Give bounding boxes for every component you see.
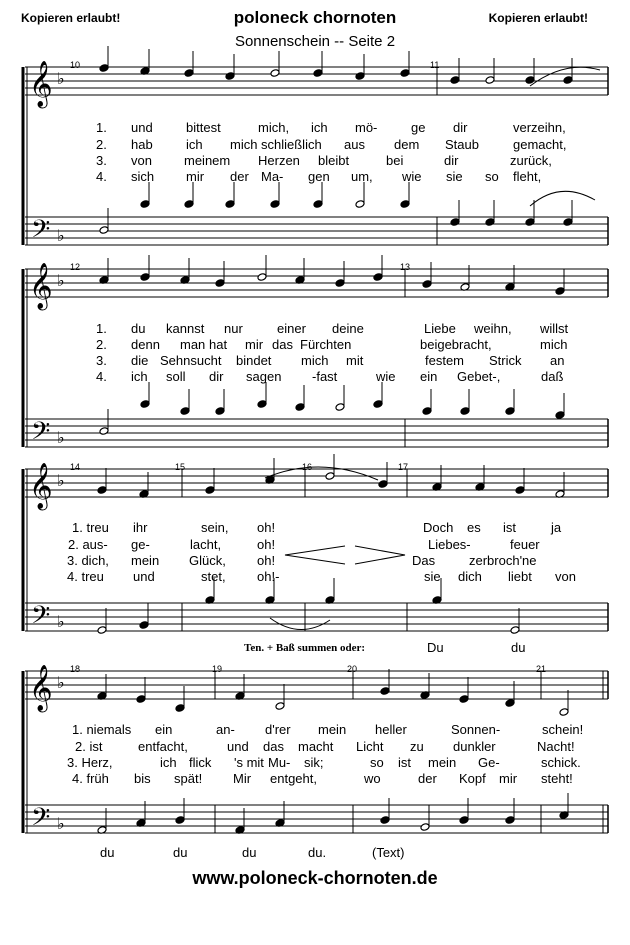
lyric-syllable: mir: [186, 169, 205, 184]
lyric-syllable: Sonnen-: [451, 722, 501, 737]
lyric-syllable: wie: [402, 169, 422, 184]
lyric-syllable: bleibt: [318, 153, 350, 168]
note-head: [215, 279, 225, 288]
lyric-syllable: und: [133, 569, 155, 584]
note-head: [313, 69, 323, 78]
lyric-syllable: zu: [410, 739, 424, 754]
lyric-syllable: und: [227, 739, 249, 754]
copy-permission-left: Kopieren erlaubt!: [21, 11, 121, 25]
lyric-syllable: steht!: [541, 771, 573, 786]
lyric-syllable: spät!: [174, 771, 203, 786]
lyric-syllable: ge: [411, 120, 426, 135]
treble-clef-icon: 𝄞: [29, 61, 53, 107]
lyric-syllable: dem: [394, 137, 420, 152]
lyric-syllable: Licht: [356, 739, 384, 754]
lyric-syllable: es: [467, 520, 481, 535]
note-head: [99, 427, 109, 436]
note-head: [140, 200, 150, 209]
note-head: [373, 400, 383, 409]
lyric-syllable: heller: [375, 722, 407, 737]
note-head: [378, 480, 388, 489]
lyric-syllable: deine: [332, 321, 364, 336]
bass-clef-icon: 𝄢: [31, 803, 51, 838]
lyric-syllable: ich: [160, 755, 177, 770]
bass-syllable: du: [100, 845, 115, 860]
measure-number: 17: [398, 462, 409, 472]
lyric-syllable: Herzen: [258, 153, 300, 168]
note-head: [450, 76, 460, 85]
lyric-syllable: Liebe: [424, 321, 456, 336]
lyric-syllable: 3.: [96, 153, 107, 168]
note-head: [175, 816, 185, 825]
note-head: [275, 702, 285, 711]
note-head: [400, 69, 410, 78]
bass-syllable: du: [242, 845, 257, 860]
lyric-syllable: an: [550, 353, 565, 368]
note-head: [99, 64, 109, 73]
lyric-syllable: der: [418, 771, 437, 786]
lyric-syllable: sagen: [246, 369, 282, 384]
note-head: [257, 273, 267, 282]
lyric-syllable: liebt: [508, 569, 532, 584]
lyric-syllable: 1.: [96, 120, 107, 135]
lyric-syllable: mit: [346, 353, 364, 368]
lyric-syllable: Fürchten: [300, 337, 352, 352]
note-head: [140, 400, 150, 409]
lyric-syllable: fleht,: [513, 169, 542, 184]
tie-arc: [530, 191, 595, 206]
lyric-syllable: verzeihn,: [513, 120, 566, 135]
lyric-syllable: hab: [131, 137, 153, 152]
lyric-syllable: ist: [503, 520, 516, 535]
lyric-syllable: bei: [386, 153, 404, 168]
lyric-syllable: 2.: [96, 337, 107, 352]
lyric-syllable: oh!: [257, 520, 276, 535]
note-head: [97, 486, 107, 495]
lyric-syllable: macht: [298, 739, 334, 754]
lyric-syllable: dir: [453, 120, 468, 135]
lyric-syllable: sie: [424, 569, 441, 584]
measure-number: 14: [70, 462, 81, 472]
treble-clef-icon: 𝄞: [29, 263, 53, 309]
lyric-syllable: 4. treu: [67, 569, 104, 584]
lyric-syllable: mö-: [355, 120, 378, 135]
lyric-syllable: 4.: [96, 169, 107, 184]
lyric-syllable: bindet: [236, 353, 272, 368]
page-title: poloneck chornoten: [233, 8, 397, 27]
note-head: [422, 280, 432, 289]
note-head: [335, 403, 345, 412]
lyric-syllable: Doch: [423, 520, 454, 535]
lyric-syllable: hat: [209, 337, 228, 352]
flat-key-icon: ♭: [57, 471, 65, 490]
lyric-syllable: oh!: [257, 537, 276, 552]
lyric-syllable: dich: [458, 569, 482, 584]
bass-syllable: du.: [308, 845, 327, 860]
note-head: [215, 407, 225, 416]
lyric-syllable: und: [131, 120, 153, 135]
lyric-syllable: oh!-: [257, 569, 280, 584]
lyric-syllable: du: [131, 321, 146, 336]
treble-clef-icon: 𝄞: [29, 463, 53, 509]
lyric-syllable: feuer: [510, 537, 540, 552]
note-head: [505, 816, 515, 825]
flat-key-icon: ♭: [57, 428, 65, 447]
lyric-syllable: ge-: [131, 537, 150, 552]
lyric-syllable: Das: [412, 553, 436, 568]
note-head: [505, 699, 515, 708]
flat-key-icon: ♭: [57, 814, 65, 833]
measure-number: 19: [212, 664, 223, 674]
measure-number: 20: [347, 664, 358, 674]
note-head: [563, 76, 573, 85]
lyric-syllable: sich: [131, 169, 155, 184]
lyric-syllable: Strick: [489, 353, 522, 368]
note-head: [422, 407, 432, 416]
lyric-syllable: einer: [277, 321, 306, 336]
note-head: [295, 403, 305, 412]
note-head: [97, 626, 107, 635]
lyric-syllable: die: [131, 353, 149, 368]
lyric-syllable: aus: [344, 137, 365, 152]
lyric-syllable: schein!: [542, 722, 584, 737]
note-head: [515, 486, 525, 495]
copy-permission-right: Kopieren erlaubt!: [488, 11, 588, 25]
bass-syllable: du: [173, 845, 188, 860]
note-head: [555, 411, 565, 420]
note-head: [313, 200, 323, 209]
flat-key-icon: ♭: [57, 226, 65, 245]
lyric-syllable: mein: [318, 722, 347, 737]
lyric-syllable: 2. ist: [75, 739, 103, 754]
lyric-syllable: Sehnsucht: [160, 353, 222, 368]
lyric-syllable: entfacht,: [138, 739, 188, 754]
measure-number: 11: [430, 60, 440, 70]
lyric-syllable: bis: [134, 771, 151, 786]
lyric-syllable: Staub: [445, 137, 479, 152]
note-head: [270, 200, 280, 209]
measure-number: 13: [400, 262, 411, 272]
lyric-syllable: wie: [376, 369, 396, 384]
bass-clef-icon: 𝄢: [31, 601, 51, 636]
note-head: [563, 218, 573, 227]
lyric-syllable: gemacht,: [513, 137, 567, 152]
lyric-syllable: 2. aus-: [68, 537, 108, 552]
note-head: [373, 273, 383, 282]
note-head: [136, 695, 146, 704]
note-head: [400, 200, 410, 209]
lyric-syllable: ein: [155, 722, 173, 737]
lyric-syllable: kannst: [166, 321, 205, 336]
flat-key-icon: ♭: [57, 673, 65, 692]
lyric-syllable: daß: [541, 369, 564, 384]
bass-syllable: (Text): [372, 845, 405, 860]
note-head: [505, 407, 515, 416]
lyric-syllable: Mu-: [268, 755, 291, 770]
lyric-syllable: lacht,: [190, 537, 222, 552]
lyric-syllable: soll: [166, 369, 186, 384]
decrescendo-hairpin: [355, 546, 405, 564]
note-head: [485, 218, 495, 227]
lyric-syllable: man: [180, 337, 206, 352]
note-head: [184, 69, 194, 78]
lyric-syllable: mich,: [258, 120, 290, 135]
lyric-syllable: so: [370, 755, 384, 770]
note-head: [335, 279, 345, 288]
note-head: [140, 273, 150, 282]
lyric-syllable: 4. früh: [72, 771, 109, 786]
lyric-syllable: 1. niemals: [72, 722, 132, 737]
lyric-syllable: Glück,: [189, 553, 226, 568]
lyric-syllable: mich: [540, 337, 568, 352]
lyric-syllable: entgeht,: [270, 771, 317, 786]
note-head: [450, 218, 460, 227]
lyric-syllable: schick.: [541, 755, 581, 770]
lyric-syllable: bittest: [186, 120, 221, 135]
lyric-syllable: 1.: [96, 321, 107, 336]
note-head: [205, 486, 215, 495]
lyric-syllable: ich: [131, 369, 148, 384]
lyric-syllable: 2.: [96, 137, 107, 152]
lyric-syllable: ein: [420, 369, 438, 384]
lyric-syllable: gen: [308, 169, 330, 184]
lyric-syllable: nur: [224, 321, 243, 336]
note-head: [270, 69, 280, 78]
flat-key-icon: ♭: [57, 69, 65, 88]
lyric-syllable: so: [485, 169, 499, 184]
measure-number: 10: [70, 60, 81, 70]
lyric-syllable: mein: [131, 553, 160, 568]
lyric-syllable: flick: [189, 755, 212, 770]
note-head: [485, 76, 495, 85]
measure-number: 21: [536, 664, 547, 674]
note-head: [99, 226, 109, 235]
measure-number: 18: [70, 664, 81, 674]
flat-key-icon: ♭: [57, 271, 65, 290]
lyric-syllable: weihn,: [474, 321, 512, 336]
bass-clef-icon: 𝄢: [31, 417, 51, 452]
lyric-syllable: das: [263, 739, 284, 754]
lyric-syllable: 3. dich,: [67, 553, 109, 568]
lyric-syllable: oh!: [257, 553, 276, 568]
footer-url: www.poloneck-chornoten.de: [192, 868, 438, 888]
flat-key-icon: ♭: [57, 612, 65, 631]
lyric-syllable: Ge-: [478, 755, 500, 770]
lyric-syllable: willst: [540, 321, 569, 336]
note-head: [459, 816, 469, 825]
lyric-syllable: sein,: [201, 520, 229, 535]
lyric-syllable: um,: [351, 169, 373, 184]
bass-clef-icon: 𝄢: [31, 215, 51, 250]
bass-syllable: du: [511, 640, 526, 655]
lyric-syllable: Gebet-,: [457, 369, 501, 384]
lyric-syllable: an-: [216, 722, 235, 737]
lyric-syllable: zerbroch'ne: [469, 553, 537, 568]
lyric-syllable: 's mit: [234, 755, 264, 770]
lyric-syllable: von: [131, 153, 152, 168]
lyric-syllable: mir: [245, 337, 264, 352]
note-head: [420, 823, 430, 832]
lyric-syllable: -fast: [312, 369, 338, 384]
note-head: [559, 708, 569, 717]
lyric-syllable: ihr: [133, 520, 148, 535]
lyric-syllable: ja: [551, 520, 562, 535]
note-head: [380, 816, 390, 825]
note-head: [184, 200, 194, 209]
note-head: [555, 287, 565, 296]
lyric-syllable: von: [555, 569, 576, 584]
lyric-syllable: Ma-: [261, 169, 284, 184]
lyric-syllable: mich: [301, 353, 329, 368]
note-head: [355, 200, 365, 209]
note-head: [175, 704, 185, 713]
lyric-syllable: das: [272, 337, 293, 352]
lyric-syllable: dir: [209, 369, 224, 384]
lyric-syllable: Kopf: [459, 771, 486, 786]
note-head: [180, 407, 190, 416]
lyric-syllable: schließlich: [261, 137, 322, 152]
lyric-syllable: ist: [398, 755, 411, 770]
note-head: [355, 72, 365, 81]
lyric-syllable: festem: [425, 353, 465, 368]
treble-clef-icon: 𝄞: [29, 665, 53, 711]
note-head: [325, 472, 335, 481]
lyric-syllable: sie: [446, 169, 463, 184]
lyric-syllable: ich: [186, 137, 203, 152]
measure-number: 16: [302, 462, 313, 472]
lyric-syllable: denn: [131, 337, 160, 352]
note-head: [225, 200, 235, 209]
lyric-syllable: der: [230, 169, 249, 184]
lyric-syllable: beigebracht,: [420, 337, 492, 352]
lyric-syllable: meinem: [184, 153, 231, 168]
note-head: [139, 621, 149, 630]
note-head: [510, 626, 520, 635]
measure-number: 12: [70, 262, 81, 272]
lyric-syllable: 4.: [96, 369, 107, 384]
bass-syllable: Du: [427, 640, 444, 655]
lyric-syllable: mein: [428, 755, 457, 770]
note-head: [225, 72, 235, 81]
lyric-syllable: mir: [499, 771, 518, 786]
lyric-syllable: 1. treu: [72, 520, 109, 535]
page-subtitle: Sonnenschein -- Seite 2: [234, 33, 396, 50]
lyric-syllable: d'rer: [265, 722, 291, 737]
lyric-syllable: mich: [230, 137, 258, 152]
lyric-syllable: zurück,: [510, 153, 552, 168]
lyric-syllable: Liebes-: [428, 537, 471, 552]
lyric-syllable: 3.: [96, 353, 107, 368]
lyric-syllable: dunkler: [453, 739, 496, 754]
measure-number: 15: [175, 462, 186, 472]
note-head: [380, 687, 390, 696]
lyric-syllable: Mir: [233, 771, 252, 786]
lyric-syllable: stet,: [201, 569, 226, 584]
crescendo-hairpin: [285, 546, 345, 564]
lyric-syllable: wo: [364, 771, 381, 786]
lyric-syllable: dir: [444, 153, 459, 168]
lyric-syllable: 3. Herz,: [67, 755, 113, 770]
note-head: [460, 407, 470, 416]
note-head: [257, 400, 267, 409]
lyric-syllable: ich: [311, 120, 328, 135]
note-head: [525, 218, 535, 227]
lyric-syllable: sik;: [304, 755, 324, 770]
performance-note: Ten. + Baß summen oder:: [244, 642, 366, 654]
note-head: [459, 695, 469, 704]
lyric-syllable: Nacht!: [537, 739, 575, 754]
